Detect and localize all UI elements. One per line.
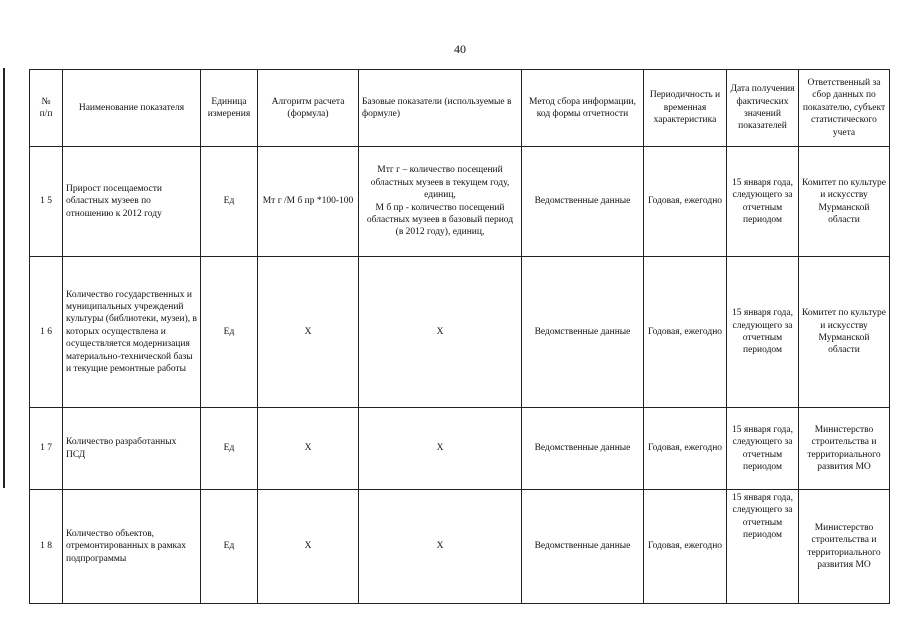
period-cell: Годовая, ежегодно — [644, 257, 727, 408]
date-cell: 15 января года, следующего за отчетным периодом — [727, 408, 799, 490]
base-indicators-cell: Х — [359, 490, 522, 604]
header-unit: Единица измерения — [201, 70, 258, 147]
period-cell: Годовая, ежегодно — [644, 490, 727, 604]
indicator-name: Количество государственных и муниципальных учреждений культуры (библиотеки, музеи), в которых осуществлена и осуществляется модернизация материально-технической базы и текущие ремонтные работы — [63, 257, 201, 408]
base-indicators-cell: Х — [359, 257, 522, 408]
indicator-name: Количество объектов, отремонтированных в рамках подпрограммы — [63, 490, 201, 604]
header-responsible: Ответственный за сбор данных по показателю, субъект статистического учета — [799, 70, 890, 147]
page-number: 40 — [454, 42, 466, 56]
date-cell: 15 января года, следующего за отчетным периодом — [727, 147, 799, 257]
unit-cell: Ед — [201, 490, 258, 604]
method-cell: Ведомственные данные — [522, 257, 644, 408]
responsible-cell: Комитет по культуре и искусству Мурманской области — [799, 257, 890, 408]
table-row — [30, 257, 890, 408]
algorithm-cell: Мт г /М б пр *100-100 — [258, 147, 359, 257]
method-cell: Ведомственные данные — [522, 490, 644, 604]
table-row — [30, 490, 890, 604]
indicators-table — [29, 69, 890, 604]
method-cell: Ведомственные данные — [522, 408, 644, 490]
header-name: Наименование показателя — [63, 70, 201, 147]
unit-cell: Ед — [201, 147, 258, 257]
row-number: 1 7 — [30, 408, 63, 490]
header-period: Периодичность и временная характеристика — [644, 70, 727, 147]
row-number: 1 8 — [30, 490, 63, 604]
responsible-cell: Министерство строительства и территориального развития МО — [799, 408, 890, 490]
date-cell: 15 января года, следующего за отчетным периодом — [727, 257, 799, 408]
responsible-cell: Комитет по культуре и искусству Мурманской области — [799, 147, 890, 257]
table-row — [30, 147, 890, 257]
responsible-cell: Министерство строительства и территориального развития МО — [799, 490, 890, 604]
base-indicators-cell: Мтг г – количество посещений областных музеев в текущем году, единиц, М б пр - количество посещений областных музеев в базовый период (в 2012 году), единиц, — [359, 147, 522, 257]
row-number: 1 5 — [30, 147, 63, 257]
table-row — [30, 408, 890, 490]
table-header-row — [30, 70, 890, 147]
base-indicators-cell: Х — [359, 408, 522, 490]
scan-edge-line — [3, 68, 5, 488]
algorithm-cell: Х — [258, 257, 359, 408]
period-cell: Годовая, ежегодно — [644, 408, 727, 490]
row-number: 1 6 — [30, 257, 63, 408]
header-algorithm: Алгоритм расчета (формула) — [258, 70, 359, 147]
period-cell: Годовая, ежегодно — [644, 147, 727, 257]
unit-cell: Ед — [201, 408, 258, 490]
algorithm-cell: Х — [258, 490, 359, 604]
unit-cell: Ед — [201, 257, 258, 408]
indicator-name: Количество разработанных ПСД — [63, 408, 201, 490]
header-base: Базовые показатели (используемые в формуле) — [359, 70, 522, 147]
date-cell: 15 января года, следующего за отчетным периодом — [727, 490, 799, 604]
algorithm-cell: Х — [258, 408, 359, 490]
method-cell: Ведомственные данные — [522, 147, 644, 257]
header-method: Метод сбора информации, код формы отчетности — [522, 70, 644, 147]
header-date: Дата получения фактических значений показателей — [727, 70, 799, 147]
header-num: № п/п — [30, 70, 63, 147]
indicator-name: Прирост посещаемости областных музеев по отношению к 2012 году — [63, 147, 201, 257]
